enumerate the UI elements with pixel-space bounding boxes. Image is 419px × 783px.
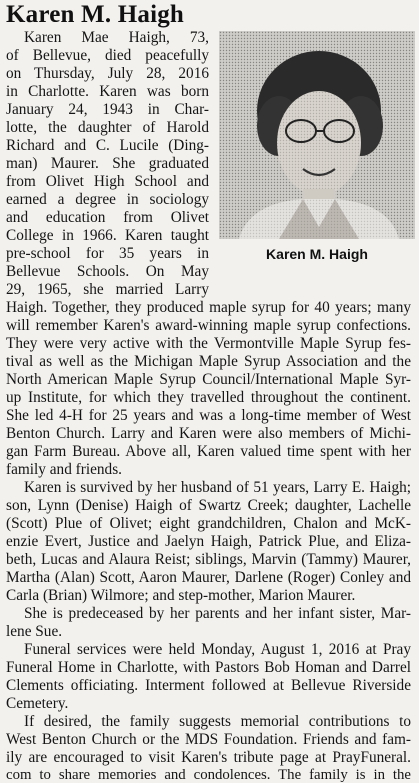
body-line: Karen Mae Haigh, 73,: [24, 29, 209, 46]
body-line: in Charlotte. Karen was born: [6, 83, 209, 100]
body-line: lotte, the daughter of Harold: [6, 119, 209, 136]
body-line: Clements officiating. Interment followed at Bellevue Riverside: [6, 677, 411, 694]
body-line: She is predeceased by her parents and her infant sister, Mar-: [24, 605, 411, 622]
body-line: tival as well as the Michigan Maple Syrup Association and the: [6, 353, 411, 370]
body-line: enzie Evert, Justice and Jaelyn Haigh, Patrick Plue, and Eliza-: [6, 533, 411, 550]
body-line: 29, 1965, she married Larry: [6, 281, 209, 298]
portrait-image: [219, 31, 415, 239]
body-line: from Olivet High School and: [6, 173, 209, 190]
body-line: Karen is survived by her husband of 51 years, Larry E. Haigh;: [24, 479, 411, 496]
body-line: com to share memories and condolences. The family is in the: [6, 767, 411, 783]
body-line: earned a degree in sociology: [6, 191, 209, 208]
body-line: Funeral services were held Monday, August 1, 2016 at Pray: [24, 641, 411, 658]
body-line: lene Sue.: [6, 623, 63, 640]
body-line: and education from Olivet: [6, 209, 209, 226]
body-line: Carla (Brian) Wilmore; and step-mother, Marion Maurer.: [6, 587, 356, 604]
body-line: family and friends.: [6, 461, 122, 478]
body-line: Bellevue Schools. On May: [6, 263, 209, 280]
photo-caption: Karen M. Haigh: [266, 246, 368, 262]
body-line: North American Maple Syrup Council/International Maple Syr-: [6, 371, 411, 388]
body-line: She led 4-H for 25 years and was a long-time member of West: [6, 407, 411, 424]
body-line: Haigh. Together, they produced maple syrup for 40 years; many: [6, 299, 411, 316]
body-line: January 24, 1943 in Char-: [6, 101, 209, 118]
body-line: gan Farm Bureau. Above all, Karen valued time spent with her: [6, 443, 411, 460]
body-line: They were very active with the Vermontville Maple Syrup fes-: [6, 335, 411, 352]
obituary-headline: Karen M. Haigh: [6, 1, 185, 28]
body-line: Richard and C. Lucile (Ding-: [6, 137, 209, 154]
body-line: man) Maurer. She graduated: [6, 155, 209, 172]
body-line: (Scott) Plue of Olivet; eight grandchildren, Chalon and McK-: [6, 515, 411, 532]
body-line: of Bellevue, died peacefully: [6, 47, 209, 64]
body-line: beth, Lucas and Alaura Reist; siblings, Marvin (Tammy) Maurer,: [6, 551, 411, 568]
body-line: on Thursday, July 28, 2016: [6, 65, 209, 82]
body-line: son, Lynn (Denise) Haigh of Swartz Creek; daughter, Lachelle: [6, 497, 411, 514]
body-line: up Institute, for which they travelled throughout the continent.: [6, 389, 411, 406]
body-line: West Benton Church or the MDS Foundation. Friends and fam-: [6, 731, 411, 748]
portrait-photo: [219, 31, 415, 239]
body-line: Cemetery.: [6, 695, 69, 712]
body-line: Funeral Home in Charlotte, with Pastors Bob Homan and Darrel: [6, 659, 411, 676]
body-line: If desired, the family suggests memorial contributions to: [24, 713, 411, 730]
body-line: College in 1966. Karen taught: [6, 227, 209, 244]
body-line: will remember Karen's award-winning maple syrup confections.: [6, 317, 411, 334]
body-line: Benton Church. Larry and Karen were also members of Michi-: [6, 425, 411, 442]
body-line: pre-school for 35 years in: [6, 245, 209, 262]
body-line: ily are encouraged to visit Karen's tribute page at PrayFuneral.: [6, 749, 411, 766]
body-line: Martha (Alan) Scott, Aaron Maurer, Darlene (Roger) Conley and: [6, 569, 411, 586]
